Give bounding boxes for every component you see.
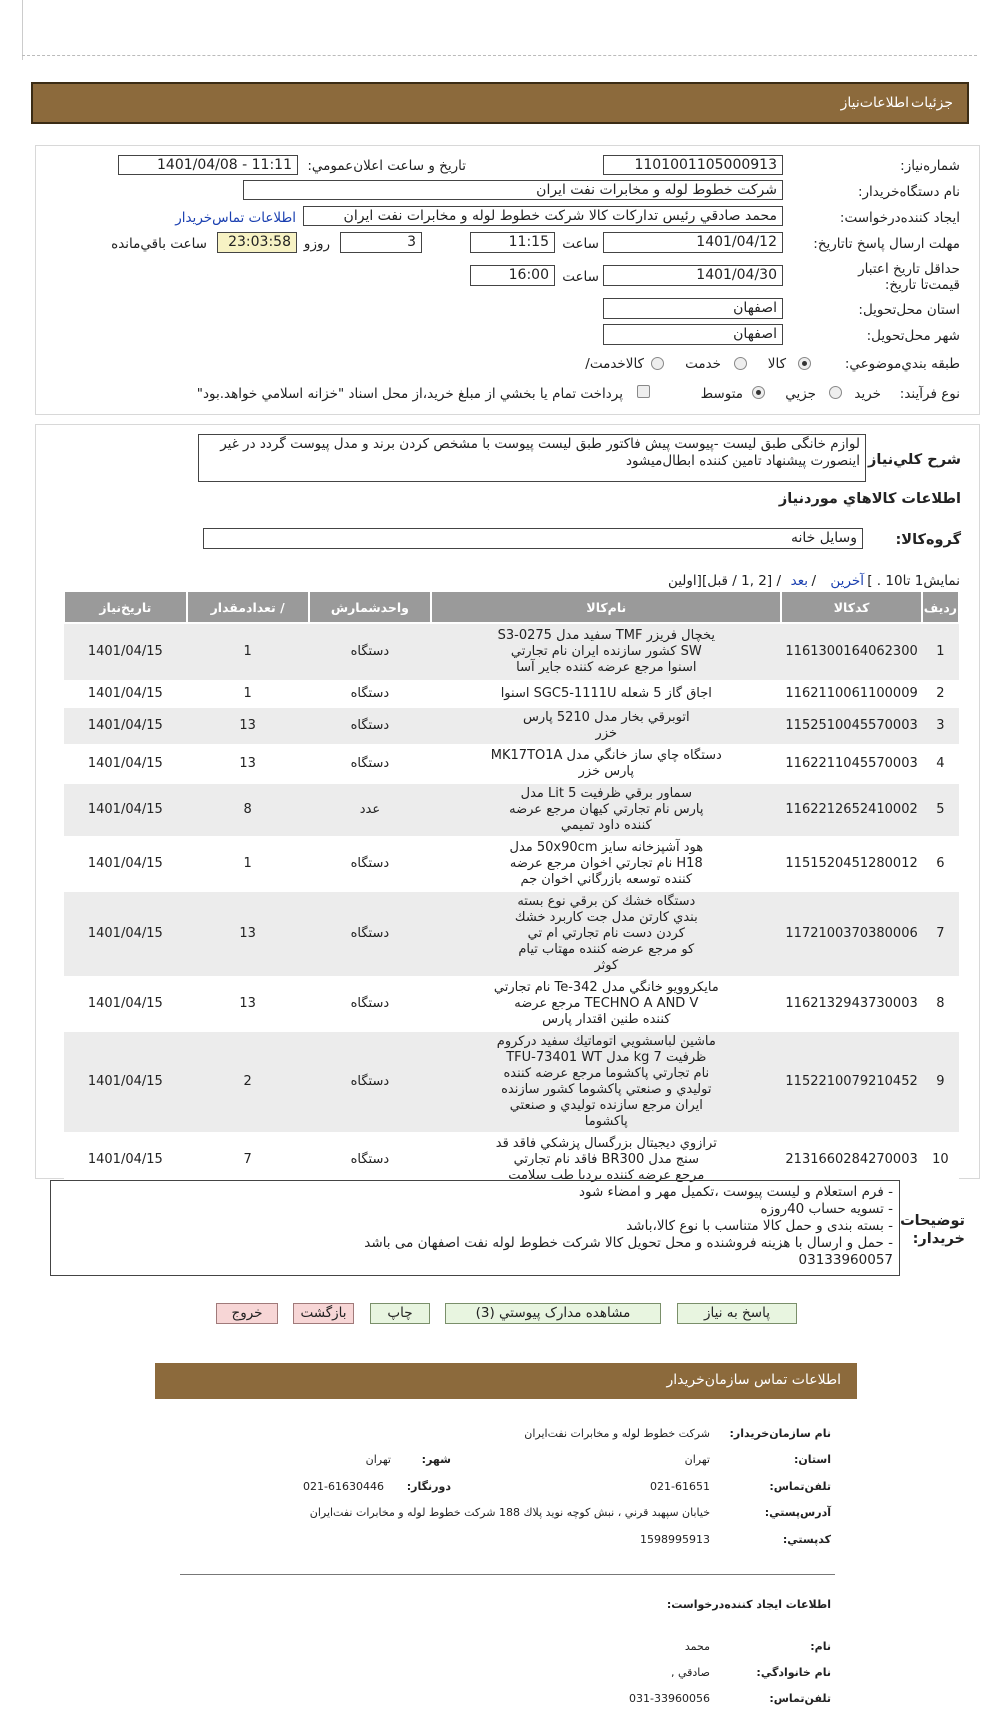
- goods-name-cell: [431, 783, 781, 837]
- org-name-label: نام سازمان‌خريدار:: [729, 1427, 831, 1440]
- validity-label: حداقل تاريخ اعتبار قيمت‌تا تاريخ:: [858, 261, 960, 293]
- goods-name-line: نام تجارتي پاكشوما مرجع عرضه كننده: [503, 1066, 710, 1081]
- goods-name-cell: [431, 707, 781, 745]
- unit-cell: دستگاه: [309, 707, 432, 745]
- goods-group-field: وسايل خانه: [203, 528, 863, 549]
- province-contact-value: تهران: [684, 1453, 710, 1466]
- note-line: - بسته بندی و حمل کالا متناسب با نوع کالا،باشد: [626, 1218, 893, 1234]
- unit-cell: دستگاه: [309, 745, 432, 783]
- postal-code-label: کد‌پستي:: [782, 1533, 831, 1546]
- tab-details[interactable]: جزئيات: [911, 95, 953, 111]
- print-button[interactable]: چاپ: [370, 1303, 430, 1324]
- category-both-radio[interactable]: [651, 357, 664, 370]
- note-line: - حمل و ارسال با هزینه فروشنده و محل تحویل کالا شرکت خطوط لوله نفت اصفهان می باشد: [364, 1235, 893, 1251]
- buyer-field: شرکت خطوط لوله و مخابرات نفت ايران: [243, 180, 783, 200]
- goods-code-cell: 1152510045570003: [781, 707, 921, 745]
- goods-name-line: مايكروويو خانگي مدل Te-342 نام تجارتي: [493, 980, 719, 995]
- announce-label: تاريخ و ساعت اعلان‌عمومي:: [307, 158, 466, 174]
- goods-name-cell: [431, 1133, 781, 1187]
- category-both-label: کالا‌خدمت/: [585, 356, 644, 372]
- attachments-button[interactable]: مشاهده مدارک پيوستي (3): [445, 1303, 661, 1324]
- validity-time-label: ساعت: [562, 269, 599, 285]
- goods-name-line: پارس نام تجارتي كيهان مرجع عرضه: [509, 802, 704, 817]
- description-text: لوازم خانگی طبق لیست -پیوست پیش فاکتور طبق لیست پیوست با مشخص کردن برند و مدل پیوست گردد در غیر اینصورت پیشنهاد تامین کننده ابطال‌میشود: [198, 434, 866, 482]
- unit-cell: دستگاه: [309, 1133, 432, 1187]
- deadline-label: مهلت ارسال پاسخ تا‌تاريخ:: [813, 236, 960, 252]
- description-label: شرح کلي‌نياز: [868, 452, 961, 468]
- deadline-date-field: 1401/04/12: [603, 232, 783, 253]
- buyer-notes-box: [50, 1180, 900, 1276]
- table-row: [64, 977, 959, 1031]
- announce-field: 1401/04/08 - 11:11: [118, 155, 298, 175]
- table-row: [64, 837, 959, 891]
- creator-phone-label: تلفن‌تماس:: [769, 1692, 831, 1705]
- note-line: - تسویه حساب 40روزه: [760, 1201, 893, 1217]
- province-label: استان محل‌تحويل:: [858, 302, 960, 318]
- goods-table: [63, 590, 960, 1188]
- goods-name-line: بندي كارتن مدل جت كاربرد خشك: [514, 910, 698, 925]
- qty-cell: 8: [187, 783, 309, 837]
- col-row-number: رديف: [922, 591, 959, 623]
- row-number-cell: 6: [922, 837, 959, 891]
- need-date-cell: 1401/04/15: [64, 681, 187, 707]
- buyer-label: نام دستگاه‌خريدار:: [857, 184, 960, 200]
- tab-need-info[interactable]: اطلاعات‌نياز: [840, 95, 909, 111]
- category-goods-label: کالا: [767, 356, 786, 372]
- process-partial-label: جزيي: [785, 386, 816, 402]
- need-date-cell: 1401/04/15: [64, 1031, 187, 1133]
- need-date-cell: 1401/04/15: [64, 977, 187, 1031]
- goods-name-line: كننده داود تميمي: [560, 818, 652, 833]
- goods-name-line: سنج مدل BR300 فاقد نام تجارتي: [513, 1152, 700, 1167]
- qty-cell: 13: [187, 745, 309, 783]
- col-unit: واحد‌شمارش: [309, 591, 432, 623]
- goods-code-cell: 1151520451280012: [781, 837, 921, 891]
- treasury-payment-checkbox[interactable]: [637, 385, 650, 398]
- goods-name-line: ايران مرجع سازنده توليدي و صنعتي: [509, 1098, 703, 1113]
- address-label: آدرس‌پستي:: [764, 1506, 831, 1519]
- province-field: اصفهان: [603, 298, 783, 319]
- city-field: اصفهان: [603, 324, 783, 345]
- category-label: طبقه بندي‌موضوعي:: [844, 356, 960, 372]
- goods-name-line: ظرفيت 7 kg مدل TFU-73401 WT: [506, 1050, 707, 1065]
- creator-family-value: صادقي ,: [670, 1666, 710, 1679]
- unit-cell: دستگاه: [309, 681, 432, 707]
- days-field: 3: [340, 232, 422, 253]
- goods-name-line: H18 نام تجارتي اخوان مرجع عرضه: [509, 856, 703, 871]
- goods-name-cell: [431, 623, 781, 681]
- col-goods-code: کدکالا: [781, 591, 921, 623]
- details-header-bar: [31, 82, 969, 124]
- validity-date-field: 1401/04/30: [603, 265, 783, 286]
- province-contact-label: استان:: [794, 1453, 831, 1466]
- qty-cell: 13: [187, 891, 309, 977]
- need-date-cell: 1401/04/15: [64, 891, 187, 977]
- need-date-cell: 1401/04/15: [64, 837, 187, 891]
- city-contact-label: شهر:: [421, 1453, 451, 1466]
- unit-cell: دستگاه: [309, 977, 432, 1031]
- unit-cell: عدد: [309, 783, 432, 837]
- remaining-time-field: 23:03:58: [217, 232, 297, 253]
- qty-cell: 13: [187, 977, 309, 1031]
- creator-info-title: اطلاعات ايجاد کننده‌درخواست:: [666, 1598, 831, 1611]
- creator-name-label: نام:: [810, 1640, 831, 1653]
- goods-name-line: پاكشوما: [584, 1114, 628, 1129]
- table-row: [64, 707, 959, 745]
- goods-name-line: هود آشپزخانه سايز 50x90cm مدل: [509, 840, 704, 855]
- goods-code-cell: 1162211045570003: [781, 745, 921, 783]
- goods-name-cell: [431, 745, 781, 783]
- city-label: شهر محل‌تحويل:: [866, 328, 960, 344]
- row-number-cell: 1: [922, 623, 959, 681]
- postal-code-value: 1598995913: [640, 1533, 710, 1546]
- goods-name-line: خزر: [595, 726, 618, 741]
- goods-name-line: ماشين لباسشويي اتوماتيك سفيد دركروم: [496, 1034, 716, 1049]
- goods-name-cell: [431, 977, 781, 1031]
- deadline-time-label: ساعت: [562, 236, 599, 252]
- goods-name-line: دستگاه خشك كن برقي نوع بسته: [517, 894, 696, 909]
- process-medium-radio[interactable]: [752, 386, 765, 399]
- goods-code-cell: 1162212652410002: [781, 783, 921, 837]
- category-goods-radio[interactable]: [798, 357, 811, 370]
- goods-name-line: مرجع عرضه كننده برديا طب سلامت: [508, 1168, 705, 1183]
- category-service-radio[interactable]: [734, 357, 747, 370]
- goods-name-line: كو مرجع عرضه كننده مهتاب تيام: [518, 942, 695, 957]
- goods-name-line: ترازوي ديجيتال بزرگسال پزشكي فاقد قد: [495, 1136, 717, 1151]
- buyer-contact-header: [155, 1363, 857, 1399]
- goods-code-cell: 1161300164062300: [781, 623, 921, 681]
- goods-name-line: كننده توسعه بازرگاني اخوان جم: [520, 872, 693, 887]
- need-date-cell: 1401/04/15: [64, 745, 187, 783]
- goods-code-cell: 1152210079210452: [781, 1031, 921, 1133]
- buyer-contact-title: اطلاعات تماس سازمان‌خريدار: [666, 1372, 841, 1388]
- need-date-cell: 1401/04/15: [64, 707, 187, 745]
- goods-group-label: گروه‌کالا:: [895, 532, 961, 548]
- table-row: [64, 891, 959, 977]
- goods-name-line: SW كشور سازنده ايران نام تجارتي: [510, 644, 702, 659]
- note-line: 03133960057: [798, 1252, 893, 1268]
- creator-label: ايجاد کننده‌درخواست:: [839, 210, 960, 226]
- qty-cell: 7: [187, 1133, 309, 1187]
- reply-button[interactable]: پاسخ به نياز: [677, 1303, 797, 1324]
- qty-cell: 1: [187, 623, 309, 681]
- table-row: [64, 623, 959, 681]
- unit-cell: دستگاه: [309, 891, 432, 977]
- city-contact-value: تهران: [365, 1453, 391, 1466]
- goods-name-line: اتوبرقي بخار مدل 5210 پارس: [522, 710, 690, 725]
- creator-phone-value: 031-33960056: [629, 1692, 710, 1705]
- col-qty: تعداد‌مقدار /: [187, 591, 309, 623]
- unit-cell: دستگاه: [309, 623, 432, 681]
- row-number-cell: 5: [922, 783, 959, 837]
- goods-info-title: اطلاعات کالاهاي مورد‌نياز: [778, 491, 961, 507]
- creator-family-label: نام خانوادگي:: [756, 1666, 831, 1679]
- need-date-cell: 1401/04/15: [64, 783, 187, 837]
- qty-cell: 1: [187, 837, 309, 891]
- need-date-cell: 1401/04/15: [64, 1133, 187, 1187]
- col-need-date: تاريخ‌نياز: [64, 591, 187, 623]
- qty-cell: 1: [187, 681, 309, 707]
- goods-name-line: دستگاه چاي ساز خانگي مدل MK17TO1A: [490, 748, 722, 763]
- table-row: [64, 783, 959, 837]
- qty-cell: 2: [187, 1031, 309, 1133]
- page-top-divider: [22, 55, 977, 56]
- row-number-cell: 7: [922, 891, 959, 977]
- pagination-next-link[interactable]: بعد: [790, 573, 808, 589]
- fax-value: 021-61630446: [303, 1480, 384, 1493]
- row-number-cell: 4: [922, 745, 959, 783]
- buyer-notes-label: توضيحات خريدار:: [900, 1213, 965, 1247]
- need-number-field: 1101001105000913: [603, 155, 783, 175]
- pagination-pages: / [2 ,1 / قبل][اولين: [667, 573, 781, 589]
- days-label: روزو: [303, 236, 330, 252]
- deadline-time-field: 11:15: [470, 232, 555, 253]
- table-header-row: [64, 591, 959, 623]
- goods-name-line: يخچال فريزر TMF سفيد مدل S3-0275: [497, 628, 715, 643]
- row-number-cell: 8: [922, 977, 959, 1031]
- unit-cell: دستگاه: [309, 1031, 432, 1133]
- fax-label: دورنگار:: [406, 1480, 451, 1493]
- phone-value: 021-61651: [650, 1480, 710, 1493]
- goods-name-line: TECHNO A AND V مرجع عرضه: [514, 996, 699, 1011]
- org-name-value: شرکت خطوط لوله و مخابرات نفت‌ايران: [524, 1427, 710, 1440]
- col-goods-name: نام‌کالا: [431, 591, 781, 623]
- pagination-display: نمايش1 تا10 . ]: [867, 573, 960, 589]
- treasury-payment-text: پرداخت تمام يا بخشي از مبلغ خريد،از محل اسناد "خزانه اسلامي خواهد.بود": [196, 386, 623, 402]
- table-row: [64, 1031, 959, 1133]
- note-line: - فرم استعلام و لیست پیوست ،تکمیل مهر و امضاء شود: [578, 1184, 893, 1200]
- section-divider: [180, 1574, 835, 1575]
- process-partial-radio[interactable]: [829, 386, 842, 399]
- table-row: [64, 1133, 959, 1187]
- goods-name-line: اسنوا مرجع عرضه كننده جاير آسا: [516, 660, 697, 675]
- creator-name-value: محمد: [684, 1640, 710, 1653]
- goods-name-line: سماور برقي ظرفيت 5 Lit مدل: [520, 786, 692, 801]
- goods-code-cell: 2131660284270003: [781, 1133, 921, 1187]
- goods-name-line: اجاق گاز 5 شعله SGC5-1111U اسنوا: [500, 686, 712, 701]
- category-service-label: خدمت: [685, 356, 721, 372]
- goods-name-line: توليدي و صنعتي پاكشوما كشور سازنده: [501, 1082, 712, 1097]
- goods-name-line: كوثر: [594, 958, 619, 973]
- qty-cell: 13: [187, 707, 309, 745]
- remaining-label: ساعت باقي‌مانده: [111, 236, 207, 252]
- process-label: نوع فرآيند:: [899, 386, 960, 402]
- unit-cell: دستگاه: [309, 837, 432, 891]
- address-value: خيابان سپهبد قرني ، نبش كوچه نويد پلاك 188 شركت خطوط لوله و مخابرات نفت‌ايران: [309, 1506, 710, 1519]
- goods-name-cell: [431, 1031, 781, 1133]
- page-left-line: [22, 0, 23, 60]
- row-number-cell: 2: [922, 681, 959, 707]
- goods-code-cell: 1172100370380006: [781, 891, 921, 977]
- goods-name-line: پارس خزر: [578, 764, 634, 779]
- buyer-contact-link[interactable]: اطلاعات تماس‌خريدار: [175, 210, 296, 226]
- pagination-last-link[interactable]: آخرين: [830, 573, 864, 589]
- goods-code-cell: 1162132943730003: [781, 977, 921, 1031]
- exit-button[interactable]: خروج: [216, 1303, 278, 1324]
- need-number-label: شماره‌نياز:: [900, 158, 960, 174]
- row-number-cell: 3: [922, 707, 959, 745]
- goods-name-cell: [431, 891, 781, 977]
- row-number-cell: 10: [922, 1133, 959, 1187]
- goods-name-line: كننده طنين اقتدار پارس: [542, 1012, 671, 1027]
- goods-code-cell: 1162110061100009: [781, 681, 921, 707]
- row-number-cell: 9: [922, 1031, 959, 1133]
- goods-name-cell: [431, 681, 781, 707]
- creator-field: محمد صادقي رئيس تداركات كالا شرکت خطوط لوله و مخابرات نفت ايران: [303, 206, 783, 226]
- phone-label: تلفن‌تماس:: [769, 1480, 831, 1493]
- table-row: [64, 681, 959, 707]
- table-row: [64, 745, 959, 783]
- process-medium-label: متوسط: [700, 386, 743, 402]
- need-date-cell: 1401/04/15: [64, 623, 187, 681]
- goods-name-cell: [431, 837, 781, 891]
- process-buy-label: خريد: [854, 386, 881, 402]
- goods-name-line: كردن دست نام تجارتي ام تي: [527, 926, 685, 941]
- back-button[interactable]: بازگشت: [293, 1303, 354, 1324]
- validity-time-field: 16:00: [470, 265, 555, 286]
